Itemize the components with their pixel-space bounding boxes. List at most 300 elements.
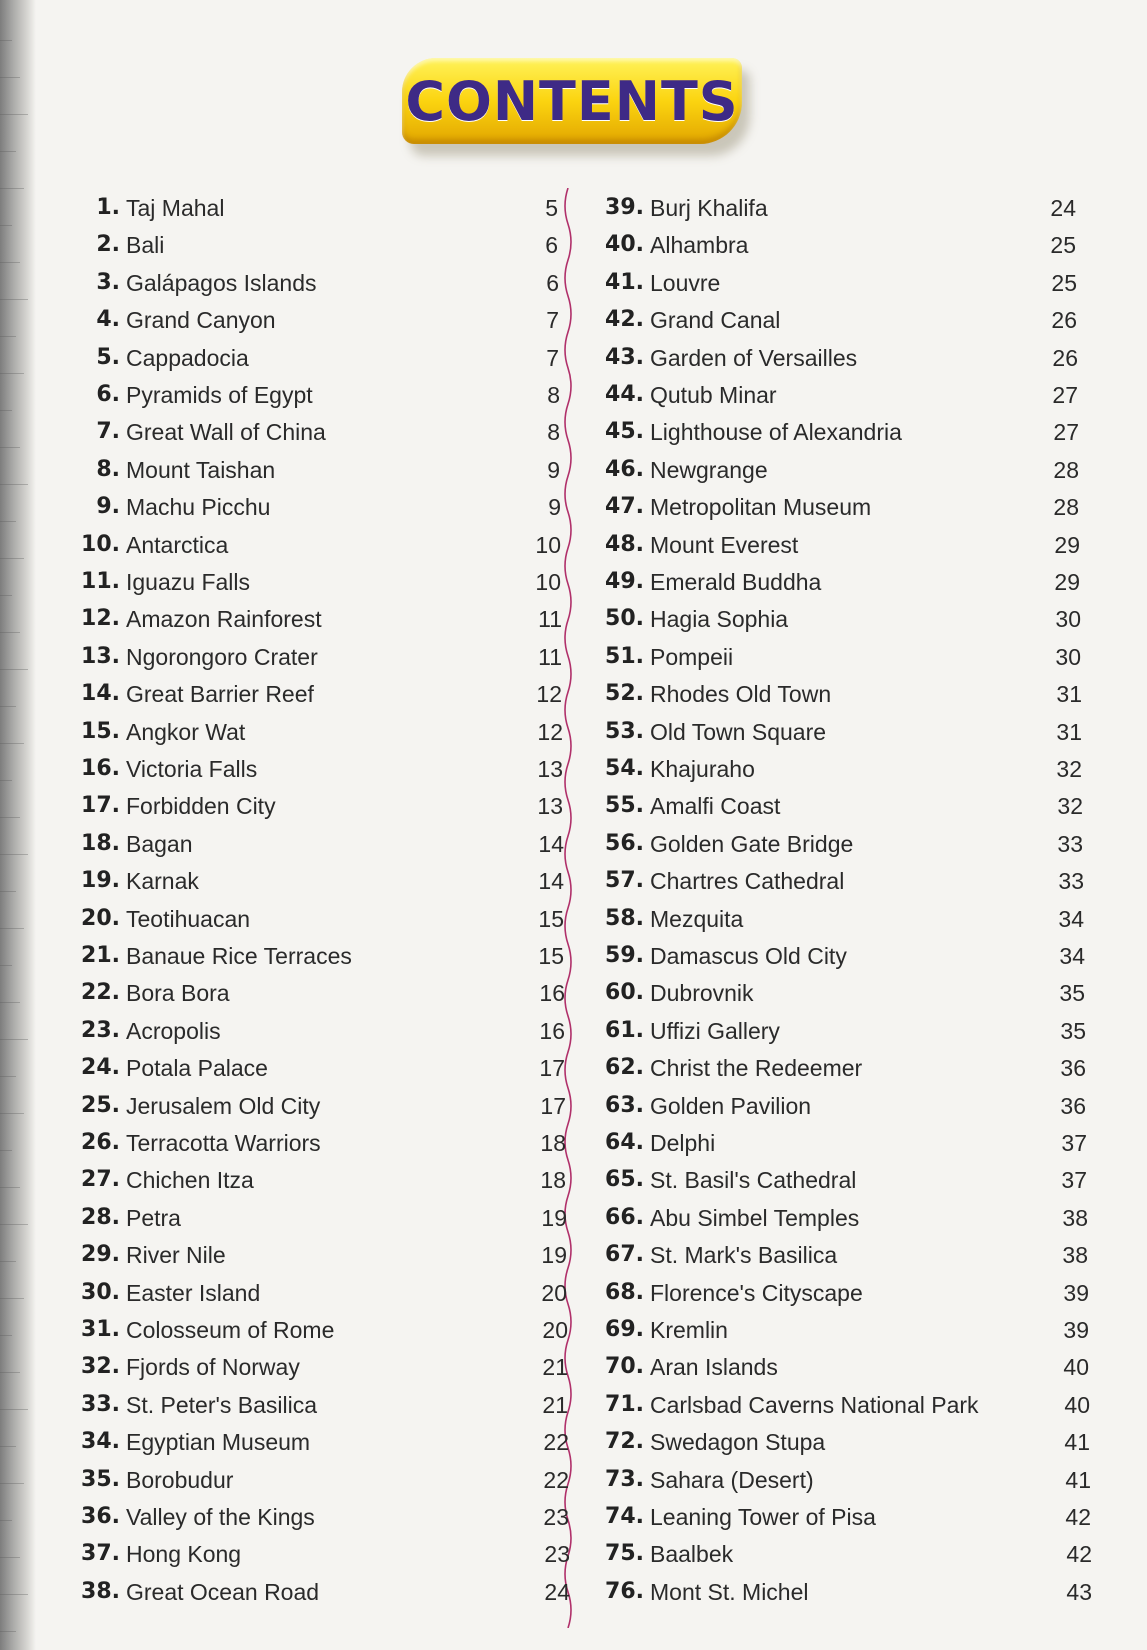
toc-entry-number: 15.: [81, 718, 120, 744]
toc-entry-number: 60.: [605, 980, 644, 1006]
toc-entry: [605, 1276, 863, 1310]
toc-entry-title: Great Barrier Reef: [126, 681, 314, 708]
toc-entry: [81, 528, 229, 562]
toc-entry-title: Iguazu Falls: [126, 569, 251, 595]
toc-entry-number: 7.: [96, 419, 120, 445]
toc-entry-number: 16.: [81, 756, 120, 781]
toc-entry: [605, 228, 749, 262]
toc-entry-number: 52.: [605, 681, 644, 707]
toc-entry-number: 53.: [605, 718, 644, 744]
toc-entry-number: 1.: [96, 195, 120, 220]
toc-entry: [605, 1126, 716, 1160]
toc-entry: [96, 341, 249, 375]
toc-entry-title: Carlsbad Caverns National Park: [650, 1391, 979, 1418]
toc-entry-number: 65.: [605, 1167, 644, 1193]
toc-entry: [605, 1500, 876, 1534]
toc-entry-number: 75.: [605, 1541, 644, 1567]
toc-entry: [605, 415, 902, 449]
toc-entry-title: Petra: [126, 1204, 181, 1231]
toc-entry-page: 25: [1051, 269, 1077, 296]
toc-entry-title: Lighthouse of Alexandria: [650, 419, 902, 446]
toc-entry: [81, 1276, 261, 1310]
toc-entry: [81, 1350, 300, 1384]
toc-entry: [605, 1238, 838, 1272]
toc-entry-title: Pyramids of Egypt: [126, 382, 313, 408]
toc-entry: [96, 378, 313, 412]
toc-entry-title: Bora Bora: [126, 980, 230, 1007]
toc-entry-page: 19: [541, 1242, 567, 1269]
toc-entry: [605, 1051, 863, 1085]
toc-entry-number: 33.: [81, 1391, 120, 1417]
toc-entry-number: 51.: [605, 643, 644, 669]
toc-entry-number: 68.: [605, 1279, 644, 1305]
toc-entry: [81, 864, 199, 898]
toc-entry-number: 9.: [96, 494, 120, 520]
toc-entry-number: 73.: [605, 1466, 644, 1492]
toc-entry-title: Kremlin: [650, 1317, 728, 1343]
toc-entry-title: Sahara (Desert): [650, 1466, 814, 1493]
toc-entry-number: 44.: [605, 382, 644, 407]
toc-entry-page: 35: [1060, 1017, 1086, 1044]
toc-entry-page: 10: [535, 531, 561, 558]
toc-entry-title: Florence's Cityscape: [650, 1279, 863, 1306]
toc-entry-number: 11.: [81, 569, 120, 594]
toc-entry-title: Christ the Redeemer: [650, 1055, 863, 1082]
toc-entry: [81, 715, 246, 749]
toc-entry-page: 21: [542, 1354, 568, 1381]
toc-entry-page: 43: [1066, 1578, 1092, 1605]
toc-entry: [81, 976, 230, 1010]
toc-entry: [605, 1463, 814, 1497]
toc-entry-title: Victoria Falls: [126, 756, 258, 782]
toc-entry-number: 66.: [605, 1204, 644, 1230]
toc-entry-number: 42.: [605, 307, 644, 333]
toc-entry-page: 22: [543, 1466, 569, 1493]
toc-entry-page: 11: [538, 643, 562, 670]
toc-entry-page: 16: [539, 980, 565, 1007]
toc-entry-page: 40: [1064, 1391, 1090, 1418]
toc-entry: [605, 191, 768, 225]
toc-entry-page: 20: [541, 1279, 567, 1306]
toc-entry-title: Terracotta Warriors: [126, 1130, 321, 1156]
toc-entry-title: Chartres Cathedral: [650, 868, 845, 895]
toc-entry-title: Qutub Minar: [650, 382, 777, 408]
toc-entry-page: 41: [1065, 1466, 1091, 1493]
toc-entry-number: 4.: [96, 307, 120, 333]
toc-entry: [605, 1425, 826, 1459]
toc-entry-page: 27: [1052, 382, 1078, 408]
toc-entry-title: Angkor Wat: [126, 718, 246, 745]
toc-entry-page: 26: [1052, 344, 1078, 371]
toc-entry-title: Leaning Tower of Pisa: [650, 1504, 876, 1530]
toc-entry: [96, 453, 276, 487]
toc-entry: [605, 939, 847, 973]
toc-entry-number: 59.: [605, 943, 644, 968]
toc-entry-title: Baalbek: [650, 1541, 734, 1568]
toc-entry: [605, 752, 755, 786]
toc-entry-title: Bagan: [126, 830, 193, 857]
toc-entry: [605, 715, 827, 749]
toc-entry-number: 29.: [81, 1242, 120, 1268]
toc-entry-title: Mount Taishan: [126, 456, 276, 483]
toc-entry-title: Cappadocia: [126, 344, 249, 371]
toc-entry-title: Mont St. Michel: [650, 1578, 809, 1605]
toc-entry-title: Delphi: [650, 1130, 716, 1156]
toc-entry-page: 9: [547, 456, 560, 483]
toc-entry-title: Machu Picchu: [126, 494, 271, 521]
toc-entry-page: 17: [540, 1092, 566, 1119]
toc-entry-title: Antarctica: [126, 531, 229, 558]
toc-entry-page: 38: [1062, 1242, 1088, 1269]
toc-entry-page: 26: [1051, 307, 1077, 334]
toc-entry-title: Grand Canyon: [126, 307, 276, 334]
toc-entry-page: 39: [1063, 1317, 1089, 1343]
toc-entry-number: 8.: [96, 456, 120, 482]
toc-entry: [81, 752, 258, 786]
toc-entry-number: 14.: [81, 681, 120, 707]
toc-entry-number: 43.: [605, 344, 644, 370]
toc-entry-number: 26.: [81, 1130, 120, 1155]
toc-entry: [81, 827, 193, 861]
toc-entry: [605, 902, 744, 936]
toc-entry-page: 7: [546, 307, 559, 334]
toc-entry-title: Great Ocean Road: [126, 1578, 320, 1605]
toc-entry-page: 21: [542, 1391, 568, 1418]
toc-entry-page: 18: [540, 1167, 566, 1194]
toc-entry-page: 42: [1065, 1504, 1091, 1530]
toc-entry: [605, 565, 822, 599]
toc-entry: [81, 602, 322, 636]
toc-entry-page: 40: [1063, 1354, 1089, 1381]
toc-entry: [605, 528, 799, 562]
toc-entry-number: 45.: [605, 419, 644, 445]
toc-entry: [81, 677, 314, 711]
toc-entry: [605, 453, 768, 487]
toc-entry-page: 37: [1061, 1130, 1087, 1156]
toc-entry-page: 18: [540, 1130, 566, 1156]
toc-entry-page: 22: [543, 1429, 569, 1456]
toc-entry: [81, 1238, 226, 1272]
toc-entry-title: Bali: [126, 232, 165, 259]
toc-entry-number: 20.: [81, 905, 120, 931]
toc-entry-page: 31: [1056, 718, 1082, 745]
toc-entry-number: 76.: [605, 1578, 644, 1604]
toc-entry: [81, 1388, 318, 1422]
toc-entry-page: 27: [1053, 419, 1079, 446]
toc-entry: [81, 902, 251, 936]
toc-entry-page: 31: [1056, 681, 1082, 708]
toc-entry: [605, 1201, 860, 1235]
toc-entry: [81, 1425, 311, 1459]
toc-entry-title: Acropolis: [126, 1017, 221, 1044]
toc-entry-number: 54.: [605, 756, 644, 781]
toc-entry: [605, 1575, 809, 1609]
toc-entry-number: 17.: [81, 793, 120, 819]
toc-entry-title: Hong Kong: [126, 1541, 242, 1568]
toc-entry-page: 5: [545, 195, 558, 221]
toc-entry-page: 32: [1057, 793, 1083, 820]
toc-entry-title: Grand Canal: [650, 307, 781, 334]
toc-entry-title: Abu Simbel Temples: [650, 1204, 860, 1231]
toc-entry-number: 30.: [81, 1279, 120, 1305]
toc-entry: [81, 1051, 268, 1085]
toc-entry-number: 56.: [605, 830, 644, 856]
toc-entry-page: 19: [541, 1204, 567, 1231]
toc-entry-page: 13: [537, 756, 563, 782]
toc-entry-number: 36.: [81, 1504, 120, 1529]
toc-entry: [81, 1126, 321, 1160]
toc-entry-title: Alhambra: [650, 232, 749, 259]
toc-entry-number: 40.: [605, 232, 644, 258]
toc-entry: [96, 228, 165, 262]
toc-entry-title: Khajuraho: [650, 756, 755, 782]
toc-entry: [81, 1500, 315, 1534]
toc-entry-number: 55.: [605, 793, 644, 819]
toc-entry-title: Ngorongoro Crater: [126, 643, 318, 670]
toc-entry: [605, 789, 781, 823]
toc-entry-number: 6.: [96, 382, 120, 407]
toc-entry-title: Mezquita: [650, 905, 744, 932]
toc-entry-page: 7: [546, 344, 559, 371]
toc-entry-title: Taj Mahal: [126, 195, 225, 221]
toc-entry-title: Dubrovnik: [650, 980, 754, 1007]
toc-entry-number: 39.: [605, 195, 644, 220]
toc-entry-title: Uffizi Gallery: [650, 1017, 780, 1044]
toc-entry: [96, 490, 271, 524]
toc-entry-title: Chichen Itza: [126, 1167, 254, 1194]
toc-entry-page: 8: [547, 419, 560, 446]
toc-entry: [605, 341, 858, 375]
toc-entry-title: Karnak: [126, 868, 199, 895]
toc-entry-number: 13.: [81, 643, 120, 669]
toc-entry-title: Golden Gate Bridge: [650, 830, 854, 857]
toc-entry-page: 15: [538, 943, 564, 969]
toc-entry-title: Burj Khalifa: [650, 195, 768, 221]
toc-entry: [81, 1575, 320, 1609]
toc-entry-page: 37: [1061, 1167, 1087, 1194]
toc-entry-page: 23: [544, 1541, 570, 1568]
toc-entry-title: Teotihuacan: [126, 905, 251, 932]
toc-entry-number: 31.: [81, 1317, 120, 1342]
toc-entry: [605, 1313, 728, 1347]
toc-entry-page: 15: [538, 905, 564, 932]
toc-entry-title: Golden Pavilion: [650, 1092, 812, 1119]
toc-entry-page: 33: [1057, 830, 1083, 857]
toc-entry-title: Rhodes Old Town: [650, 681, 832, 708]
toc-entry-title: Borobudur: [126, 1466, 234, 1493]
toc-entry-page: 32: [1056, 756, 1082, 782]
toc-entry: [81, 640, 318, 674]
toc-entry-number: 69.: [605, 1317, 644, 1342]
toc-entry: [605, 602, 789, 636]
toc-entry-page: 35: [1059, 980, 1085, 1007]
toc-entry-page: 8: [547, 382, 560, 408]
toc-entry-number: 47.: [605, 494, 644, 520]
toc-entry-page: 29: [1054, 569, 1080, 595]
toc-entry-number: 24.: [81, 1055, 120, 1081]
toc-entry-page: 39: [1063, 1279, 1089, 1306]
toc-entry: [605, 1014, 780, 1048]
toc-entry-number: 28.: [81, 1204, 120, 1230]
toc-entry: [605, 266, 721, 300]
toc-entry-title: Mount Everest: [650, 531, 799, 558]
toc-entry-number: 63.: [605, 1092, 644, 1118]
toc-entry-page: 33: [1058, 868, 1084, 895]
toc-entry: [81, 1537, 242, 1571]
toc-entry-title: St. Peter's Basilica: [126, 1391, 318, 1418]
toc-entry-title: Fjords of Norway: [126, 1354, 300, 1381]
toc-entry-page: 30: [1055, 606, 1081, 633]
toc-entry-number: 32.: [81, 1354, 120, 1380]
toc-entry-title: Easter Island: [126, 1279, 261, 1306]
toc-entry-title: Colosseum of Rome: [126, 1317, 335, 1343]
toc-entry-page: 17: [539, 1055, 565, 1082]
toc-entry-number: 34.: [81, 1429, 120, 1455]
page-title: CONTENTS: [405, 69, 739, 133]
toc-entry-title: Jerusalem Old City: [126, 1092, 321, 1119]
toc-entry: [96, 415, 326, 449]
toc-entry: [81, 1201, 181, 1235]
toc-entry: [81, 1163, 254, 1197]
toc-entry-page: 23: [543, 1504, 569, 1530]
toc-entry-number: 25.: [81, 1092, 120, 1118]
toc-entry-number: 37.: [81, 1541, 120, 1567]
toc-entry-page: 36: [1060, 1055, 1086, 1082]
toc-entry-title: Amalfi Coast: [650, 793, 781, 820]
toc-entry-number: 19.: [81, 868, 120, 894]
toc-entry: [605, 640, 734, 674]
toc-entry-number: 50.: [605, 606, 644, 632]
toc-entry: [81, 939, 352, 973]
toc-entry-page: 28: [1053, 494, 1079, 521]
toc-entry-page: 24: [1050, 195, 1076, 221]
toc-entry-number: 12.: [81, 606, 120, 632]
toc-entry-page: 20: [542, 1317, 568, 1343]
toc-entry-page: 41: [1064, 1429, 1090, 1456]
toc-entry: [605, 1388, 979, 1422]
toc-entry-page: 34: [1059, 943, 1085, 969]
toc-entry: [605, 1537, 734, 1571]
toc-entry-title: Old Town Square: [650, 718, 827, 745]
toc-entry-title: St. Basil's Cathedral: [650, 1167, 857, 1194]
toc-entry-page: 12: [537, 718, 563, 745]
toc-entry-title: Metropolitan Museum: [650, 494, 872, 521]
toc-entry-number: 3.: [96, 269, 120, 295]
toc-entry-number: 18.: [81, 830, 120, 856]
toc-entry: [96, 303, 276, 337]
toc-entry-number: 23.: [81, 1017, 120, 1043]
toc-entry: [605, 1350, 778, 1384]
toc-entry-title: Pompeii: [650, 643, 734, 670]
toc-entry: [81, 1313, 335, 1347]
toc-entry-title: Damascus Old City: [650, 943, 847, 969]
toc-entry-title: Great Wall of China: [126, 419, 326, 446]
toc-entry-number: 74.: [605, 1504, 644, 1529]
toc-entry-title: Amazon Rainforest: [126, 606, 322, 633]
toc-entry-title: Louvre: [650, 269, 721, 296]
toc-entry-number: 22.: [81, 980, 120, 1006]
toc-entry-title: Garden of Versailles: [650, 344, 858, 371]
toc-entry-page: 42: [1066, 1541, 1092, 1568]
toc-entry-number: 41.: [605, 269, 644, 295]
toc-entry-page: 13: [537, 793, 563, 820]
toc-entry-number: 48.: [605, 531, 644, 557]
toc-entry-title: River Nile: [126, 1242, 226, 1269]
toc-entry: [605, 976, 754, 1010]
toc-entry-number: 27.: [81, 1167, 120, 1193]
toc-entry-page: 16: [539, 1017, 565, 1044]
toc-entry: [605, 1163, 857, 1197]
toc-entry-title: Galápagos Islands: [126, 269, 317, 296]
toc-entry-title: Swedagon Stupa: [650, 1429, 826, 1456]
toc-entry-number: 70.: [605, 1354, 644, 1380]
toc-entry: [81, 1089, 321, 1123]
toc-entry-number: 2.: [96, 232, 120, 258]
toc-entry-page: 6: [546, 269, 559, 296]
toc-entry-title: Hagia Sophia: [650, 606, 789, 633]
toc-entry-page: 14: [538, 868, 564, 895]
toc-entry: [96, 191, 225, 225]
toc-entry-number: 71.: [605, 1391, 644, 1417]
toc-entry-number: 67.: [605, 1242, 644, 1268]
toc-entry: [605, 490, 872, 524]
toc-entry-title: Forbidden City: [126, 793, 276, 820]
toc-entry: [605, 303, 781, 337]
toc-entry-page: 29: [1054, 531, 1080, 558]
toc-entry-page: 12: [536, 681, 562, 708]
toc-entry-number: 58.: [605, 905, 644, 931]
toc-entry-page: 25: [1050, 232, 1076, 259]
toc-entry: [96, 266, 317, 300]
toc-entry-number: 35.: [81, 1466, 120, 1492]
toc-entry-number: 62.: [605, 1055, 644, 1081]
toc-entry-number: 57.: [605, 868, 644, 894]
toc-entry: [605, 1089, 812, 1123]
toc-entry-page: 30: [1055, 643, 1081, 670]
toc-entry-page: 24: [544, 1578, 570, 1605]
toc-entry: [81, 789, 276, 823]
toc-entry-page: 38: [1062, 1204, 1088, 1231]
toc-entry-number: 21.: [81, 943, 120, 968]
toc-entry: [605, 378, 777, 412]
toc-entry: [81, 565, 251, 599]
toc-entry-page: 14: [538, 830, 564, 857]
toc-entry-title: Emerald Buddha: [650, 569, 822, 595]
toc-entry-number: 10.: [81, 531, 120, 557]
toc-entry: [605, 827, 854, 861]
toc-entry-page: 11: [538, 606, 562, 633]
toc-entry-page: 6: [545, 232, 558, 259]
toc-entry-title: St. Mark's Basilica: [650, 1242, 838, 1269]
toc-entry-page: 9: [548, 494, 561, 521]
toc-entry-number: 38.: [81, 1578, 120, 1604]
toc-entry-number: 72.: [605, 1429, 644, 1455]
toc-entry-title: Aran Islands: [650, 1354, 778, 1381]
toc-entry-number: 5.: [96, 344, 120, 370]
toc-entry-title: Banaue Rice Terraces: [126, 943, 352, 969]
toc-entry-number: 46.: [605, 456, 644, 482]
toc-entry: [605, 864, 845, 898]
toc-entry-number: 64.: [605, 1130, 644, 1155]
toc-entry: [605, 677, 832, 711]
toc-entry-title: Potala Palace: [126, 1055, 268, 1082]
toc-entry-page: 36: [1060, 1092, 1086, 1119]
toc-entry-page: 28: [1053, 456, 1079, 483]
toc-entry-page: 34: [1058, 905, 1084, 932]
toc-entry-title: Valley of the Kings: [126, 1504, 315, 1530]
toc-entry-number: 49.: [605, 569, 644, 594]
toc-entry-number: 61.: [605, 1017, 644, 1043]
